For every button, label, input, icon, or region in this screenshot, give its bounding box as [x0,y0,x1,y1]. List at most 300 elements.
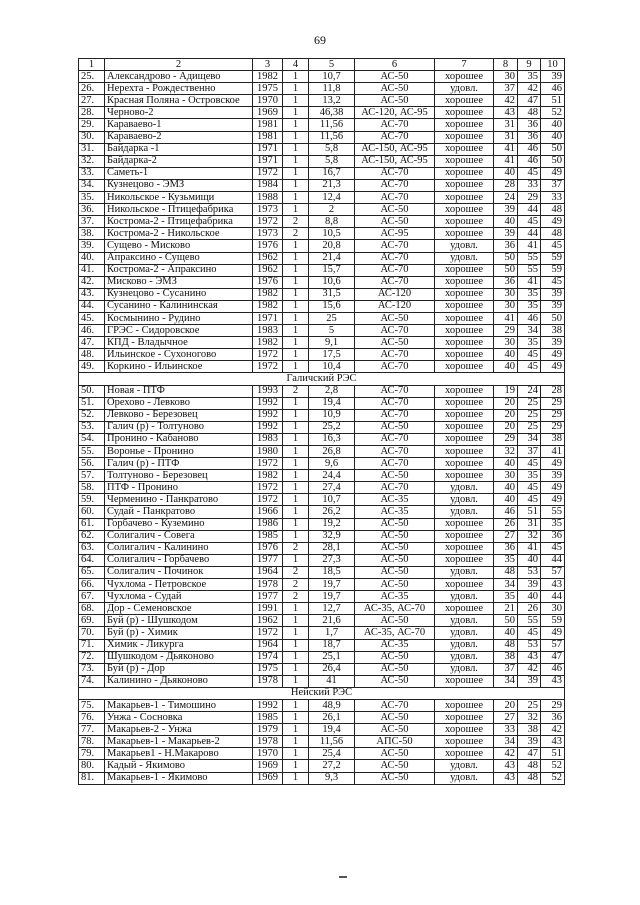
table-cell: 55. [79,446,105,458]
table-cell: 44. [79,300,105,312]
table-cell: Черменино - Панкратово [105,494,253,506]
table-cell: 1975 [253,83,283,95]
table-cell: 39 [541,288,565,300]
table-cell: 5,8 [309,155,355,167]
table-cell: 78. [79,736,105,748]
table-cell: 1985 [253,530,283,542]
table-cell: 44 [518,228,541,240]
table-cell: АС-50 [355,312,435,324]
table-cell: АС-35, АС-70 [355,627,435,639]
table-cell: 52 [541,107,565,119]
table-cell: 31. [79,143,105,155]
table-cell: 1983 [253,433,283,445]
table-cell: 50 [541,143,565,155]
table-cell: 1 [283,494,309,506]
table-cell: 20,8 [309,240,355,252]
table-cell: АС-70 [355,699,435,711]
table-cell: удовл. [435,506,494,518]
table-cell: 1 [283,482,309,494]
table-cell: 39 [518,675,541,687]
table-cell: 1,7 [309,627,355,639]
table-cell: хорошее [435,530,494,542]
table-cell: 1 [283,252,309,264]
table-cell: 2 [309,204,355,216]
table-cell: 1 [283,312,309,324]
table-cell: Никольское - Птицефабрика [105,204,253,216]
table-row [79,651,565,663]
table-cell: хорошее [435,699,494,711]
table-cell: 29. [79,119,105,131]
table-cell: хорошее [435,228,494,240]
table-cell: АС-70 [355,167,435,179]
table-cell: 42 [518,83,541,95]
table-cell: хорошее [435,337,494,349]
table-cell: 41 [494,312,518,324]
table-cell: 16,7 [309,167,355,179]
table-cell: 26,4 [309,663,355,675]
table-cell: 52. [79,409,105,421]
table-cell: хорошее [435,542,494,554]
table-cell: хорошее [435,470,494,482]
table-cell: удовл. [435,252,494,264]
table-cell: 40 [518,591,541,603]
table-cell: 42 [518,663,541,675]
table-cell: 42 [541,724,565,736]
table-cell: 67. [79,591,105,603]
table-cell: 1962 [253,252,283,264]
table-cell: АС-35 [355,506,435,518]
table-cell: АС-50 [355,95,435,107]
table-cell: Ильинское - Сухоногово [105,349,253,361]
table-cell: хорошее [435,421,494,433]
table-cell: 74. [79,675,105,687]
table-cell: 47 [518,748,541,760]
table-cell: АС-50 [355,579,435,591]
table-cell: 11,8 [309,83,355,95]
table-cell: 71. [79,639,105,651]
table-cell: 1969 [253,760,283,772]
table-cell: 40 [494,349,518,361]
table-cell: АС-50 [355,748,435,760]
table-row [79,337,565,349]
table-row [79,204,565,216]
header-cell: 8 [494,59,518,71]
section-row [79,373,565,385]
table-cell: 50 [494,615,518,627]
table-cell: 55 [541,506,565,518]
table-cell: АС-70 [355,240,435,252]
table-row [79,71,565,83]
table-cell: 62. [79,530,105,542]
table-cell: 39 [518,579,541,591]
table-row [79,228,565,240]
table-cell: 11,56 [309,131,355,143]
table-row [79,433,565,445]
table-cell: 40 [494,458,518,470]
table-row [79,506,565,518]
table-cell: 1985 [253,712,283,724]
table-cell: 41 [494,143,518,155]
table-cell: 59 [541,252,565,264]
table-cell: 41 [518,542,541,554]
table-cell: 18,7 [309,639,355,651]
table-cell: 43 [494,107,518,119]
table-cell: Макарьев1 - Н.Макарово [105,748,253,760]
table-cell: 1 [283,470,309,482]
table-cell: 49 [541,627,565,639]
table-cell: Буй (р) - Шушкодом [105,615,253,627]
table-cell: 36 [541,530,565,542]
table-cell: АС-50 [355,337,435,349]
table-cell: АС-50 [355,542,435,554]
table-cell: 63. [79,542,105,554]
table-cell: 1972 [253,167,283,179]
header-cell: 6 [355,59,435,71]
table-cell: Кострома-2 - Апраксино [105,264,253,276]
table-row [79,131,565,143]
table-cell: 36 [518,131,541,143]
table-cell: 34. [79,179,105,191]
table-cell: 12,4 [309,192,355,204]
table-cell: Байдарка -1 [105,143,253,155]
table-cell: 1 [283,325,309,337]
table-body [79,59,565,785]
table-cell: 1964 [253,639,283,651]
table-cell: 39. [79,240,105,252]
table-cell: Коркино - Ильинское [105,361,253,373]
table-cell: Буй (р) - Дор [105,663,253,675]
table-cell: 1982 [253,71,283,83]
table-cell: 20 [494,699,518,711]
table-cell: 29 [494,433,518,445]
table-cell: АС-50 [355,204,435,216]
table-cell: 36 [494,542,518,554]
table-cell: 38 [541,325,565,337]
table-cell: 32 [518,712,541,724]
table-cell: 80. [79,760,105,772]
header-row [79,59,565,71]
table-cell: 26,1 [309,712,355,724]
table-cell: 1969 [253,107,283,119]
table-cell: 1 [283,506,309,518]
table-cell: 11,56 [309,119,355,131]
table-cell: ПТФ - Пронино [105,482,253,494]
table-cell: 27 [494,530,518,542]
table-cell: 39 [518,736,541,748]
table-cell: 51. [79,397,105,409]
table-cell: 45 [518,627,541,639]
table-cell: 49 [541,361,565,373]
table-cell: Кострома-2 - Никольское [105,228,253,240]
table-row [79,615,565,627]
table-cell: 32 [518,530,541,542]
table-cell: 34 [494,675,518,687]
table-cell: 34 [518,325,541,337]
table-cell: 25. [79,71,105,83]
table-cell: Макарьев-1 - Якимово [105,772,253,784]
table-cell: 50 [541,155,565,167]
table-cell: 1978 [253,579,283,591]
table-cell: 42 [494,748,518,760]
table-cell: Чухлома - Судай [105,591,253,603]
table-cell: 5,8 [309,143,355,155]
table-row [79,95,565,107]
table-cell: 37 [541,179,565,191]
table-cell: 10,9 [309,409,355,421]
table-cell: хорошее [435,71,494,83]
table-cell: 32 [494,446,518,458]
table-row [79,603,565,615]
table-cell: 38. [79,228,105,240]
table-cell: удовл. [435,240,494,252]
table-cell: хорошее [435,518,494,530]
table-row [79,494,565,506]
table-cell: хорошее [435,192,494,204]
table-cell: Черново-2 [105,107,253,119]
table-cell: Пронино - Кабаново [105,433,253,445]
table-cell: АС-50 [355,470,435,482]
table-cell: 1974 [253,651,283,663]
table-cell: 1980 [253,446,283,458]
table-cell: 1982 [253,288,283,300]
table-cell: 1 [283,204,309,216]
table-cell: хорошее [435,216,494,228]
table-cell: 10,5 [309,228,355,240]
table-cell: хорошее [435,736,494,748]
table-cell: Макарьев-1 - Тимошино [105,699,253,711]
table-cell: 1979 [253,724,283,736]
table-cell: 79. [79,748,105,760]
table-cell: 1 [283,760,309,772]
table-cell: 1 [283,724,309,736]
table-cell: 46 [518,312,541,324]
table-cell: Судай - Панкратово [105,506,253,518]
table-cell: 48 [494,566,518,578]
table-cell: 25 [518,409,541,421]
table-cell: 52 [541,772,565,784]
table-cell: хорошее [435,204,494,216]
table-cell: АС-70 [355,397,435,409]
table-cell: АС-70 [355,361,435,373]
table-cell: 1 [283,264,309,276]
table-cell: хорошее [435,143,494,155]
header-cell: 10 [541,59,565,71]
table-cell: 1 [283,167,309,179]
table-cell: 26. [79,83,105,95]
table-row [79,252,565,264]
table-cell: 64. [79,554,105,566]
table-cell: 43 [541,675,565,687]
table-cell: Солигалич - Совега [105,530,253,542]
table-cell: 40 [541,119,565,131]
table-cell: Воронье - Пронино [105,446,253,458]
table-cell: АС-50 [355,421,435,433]
table-cell: 1 [283,409,309,421]
table-cell: 50 [541,312,565,324]
table-cell: 21,4 [309,252,355,264]
table-cell: 31,5 [309,288,355,300]
table-cell: Красная Поляна - Островское [105,95,253,107]
table-cell: 45 [541,276,565,288]
table-cell: 1 [283,433,309,445]
table-cell: 57 [541,639,565,651]
table-cell: КПД - Владычное [105,337,253,349]
table-cell: 55 [518,264,541,276]
table-cell: 31 [494,119,518,131]
table-cell: 1982 [253,300,283,312]
table-cell: 27,3 [309,554,355,566]
table-cell: 1 [283,143,309,155]
table-cell: Макарьев-2 - Унжа [105,724,253,736]
table-cell: АС-50 [355,712,435,724]
table-cell: АС-50 [355,772,435,784]
table-cell: 15,6 [309,300,355,312]
table-cell: 9,3 [309,772,355,784]
table-cell: 10,7 [309,71,355,83]
table-cell: 16,3 [309,433,355,445]
table-cell: 44 [518,204,541,216]
table-cell: хорошее [435,385,494,397]
table-cell: Караваево-2 [105,131,253,143]
table-cell: Солигалич - Горбачево [105,554,253,566]
table-cell: 35 [518,300,541,312]
table-cell: 1991 [253,603,283,615]
table-cell: 48 [518,107,541,119]
table-cell: хорошее [435,397,494,409]
table-cell: 28 [494,179,518,191]
table-cell: Галич (р) - Толтуново [105,421,253,433]
table-cell: Новая - ПТФ [105,385,253,397]
table-cell: хорошее [435,119,494,131]
table-cell: 69. [79,615,105,627]
table-row [79,712,565,724]
table-cell: АС-50 [355,83,435,95]
table-row [79,699,565,711]
table-cell: 52 [541,760,565,772]
table-cell: 35 [518,288,541,300]
table-cell: 1972 [253,361,283,373]
table-cell: хорошее [435,458,494,470]
table-cell: 40. [79,252,105,264]
page-number: 69 [314,33,326,47]
table-cell: 33 [518,179,541,191]
table-cell: 1 [283,397,309,409]
table-cell: 44 [541,591,565,603]
table-cell: 38 [494,651,518,663]
table-cell: 30 [494,337,518,349]
table-cell: АС-50 [355,216,435,228]
table-cell: АС-50 [355,566,435,578]
table-cell: 30 [494,300,518,312]
table-cell: 48,9 [309,699,355,711]
table-row [79,288,565,300]
table-cell: 1 [283,300,309,312]
table-cell: 1 [283,421,309,433]
table-cell: 41 [309,675,355,687]
table-cell: 29 [541,397,565,409]
table-cell: 50 [494,252,518,264]
table-cell: Солигалич - Починок [105,566,253,578]
table-cell: 8,8 [309,216,355,228]
table-cell: 1 [283,192,309,204]
table-cell: 42 [494,95,518,107]
table-cell: 1 [283,240,309,252]
table-cell: АС-150, АС-95 [355,143,435,155]
table-cell: 1 [283,712,309,724]
table-row [79,724,565,736]
table-row [79,579,565,591]
table-cell: 1 [283,736,309,748]
table-cell: 1 [283,603,309,615]
table-cell: 1964 [253,566,283,578]
table-cell: 25 [518,421,541,433]
table-cell: 2 [283,385,309,397]
table-cell: 43 [541,579,565,591]
table-cell: АС-150, АС-95 [355,155,435,167]
table-cell: 36 [541,712,565,724]
table-cell: АС-50 [355,615,435,627]
table-cell: 40 [541,131,565,143]
table-cell: АС-70 [355,482,435,494]
table-cell: хорошее [435,276,494,288]
table-cell: АС-70 [355,131,435,143]
table-cell: хорошее [435,288,494,300]
table-cell: Сусанино - Калининская [105,300,253,312]
table-cell: АС-50 [355,651,435,663]
table-cell: 48 [518,760,541,772]
table-cell: 39 [541,470,565,482]
table-cell: АС-70 [355,446,435,458]
table-cell: 24 [494,192,518,204]
table-cell: 37. [79,216,105,228]
table-cell: 2 [283,216,309,228]
table-cell: Унжа - Сосновка [105,712,253,724]
table-cell: 5 [309,325,355,337]
table-cell: 47. [79,337,105,349]
table-cell: 48. [79,349,105,361]
table-row [79,349,565,361]
table-row [79,542,565,554]
table-cell: 28 [541,385,565,397]
table-cell: АС-50 [355,554,435,566]
table-cell: 27. [79,95,105,107]
table-cell: 43 [518,651,541,663]
table-cell: 1970 [253,95,283,107]
table-cell: Орехово - Левково [105,397,253,409]
table-cell: 1983 [253,325,283,337]
table-cell: хорошее [435,409,494,421]
table-cell: 81. [79,772,105,784]
table-cell: 35 [518,71,541,83]
table-cell: Химик - Ликурга [105,639,253,651]
table-row [79,300,565,312]
table-cell: 39 [541,337,565,349]
section-title: Галичский РЭС [79,373,565,385]
table-cell: 49 [541,216,565,228]
section-title: Нейский РЭС [79,687,565,699]
table-cell: 49. [79,361,105,373]
table-cell: 1 [283,349,309,361]
table-cell: 39 [494,228,518,240]
table-cell: 18,5 [309,566,355,578]
table-cell: 45 [518,216,541,228]
table-cell: 45 [518,482,541,494]
table-cell: АС-70 [355,409,435,421]
table-cell: 19,2 [309,518,355,530]
header-cell: 4 [283,59,309,71]
table-row [79,167,565,179]
table-cell: удовл. [435,663,494,675]
